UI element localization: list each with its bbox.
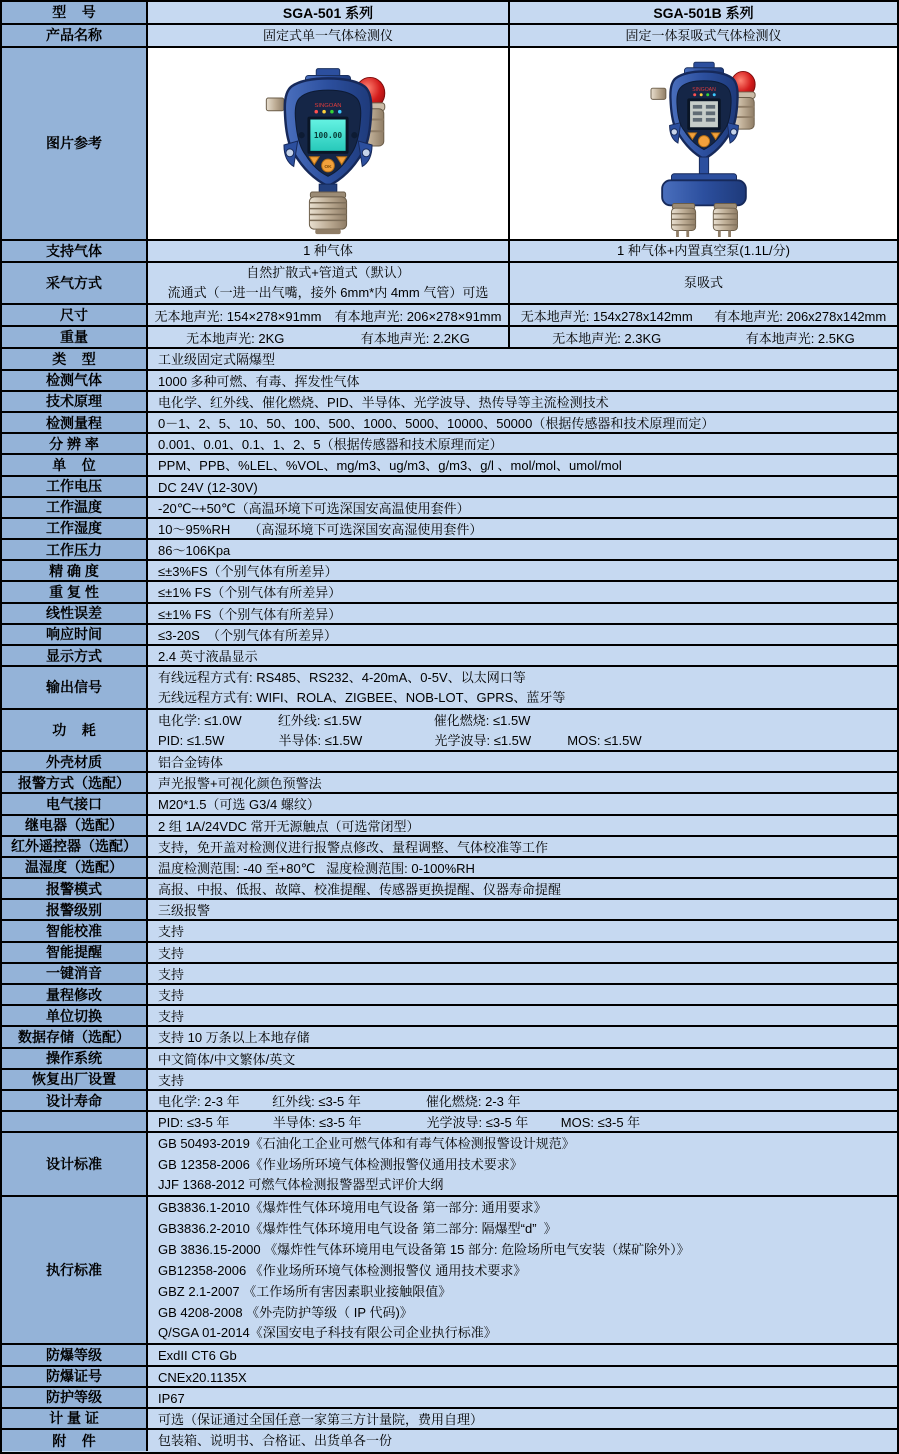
row-voltage [2,477,897,498]
row-label-model: 型 号 [2,2,148,23]
spec-label: 温湿度（选配） [2,858,148,877]
row-product-name [2,25,897,48]
spec-label: 精 确 度 [2,561,148,580]
sampling-1-line2: 流通式（一进一出气嘴，接外 6mm*内 4mm 气管）可选 [167,285,489,301]
spec-value: 支持 [158,1072,185,1088]
spec-label: 附 件 [2,1430,148,1451]
spec-value: ≤±3%FS（个别气体有所差异） [158,564,338,580]
product-name-1 [148,25,510,46]
device-image-sga501 [252,51,404,237]
spec-label: 响应时间 [2,625,148,644]
row-display [2,646,897,667]
row-technology [2,392,897,413]
device-brand-text: SINGOAN [314,102,342,109]
spec-label: 分 辨 率 [2,434,148,453]
spec-value: 2.4 英寸液晶显示 [158,649,258,665]
model-series-2 [510,2,897,23]
spec-value: 铝合金铸体 [158,754,224,770]
row-explosion-proof-cert [2,1367,897,1388]
spec-value: 支持 [158,988,185,1004]
spec-label: 类 型 [2,349,148,368]
spec-label: 工作湿度 [2,519,148,538]
row-alarm-method [2,773,897,794]
spec-label: 外壳材质 [2,752,148,771]
row-work-temperature [2,498,897,519]
spec-value: PID: ≤3-5 年 半导体: ≤3-5 年 光学波导: ≤3-5 年 MOS: ≤3-5 年 [158,1115,641,1131]
product-name-2 [510,25,897,46]
spec-label [2,1112,148,1131]
row-alarm-mode [2,879,897,900]
spec-label: 单 位 [2,455,148,474]
spec-label: 工作压力 [2,540,148,559]
row-design-life-1 [2,1091,897,1112]
spec-value: M20*1.5（可选 G3/4 螺纹） [158,797,320,813]
row-label-sampling: 采气方式 [2,263,148,303]
row-power-consumption [2,710,897,752]
row-supported-gas [2,241,897,263]
spec-value: 电化学、红外线、催化燃烧、PID、半导体、光学波导、热传导等主流检测技术 [158,394,609,410]
spec-value: 三级报警 [158,903,211,919]
spec-value: 1000 多种可燃、有毒、挥发性气体 [158,373,360,389]
spec-value: ≤±1% FS（个别气体有所差异） [158,606,342,622]
spec-label: 计 量 证 [2,1409,148,1428]
spec-value: 支持 [158,966,185,982]
size-1a: 无本地声光: 154×278×91mm [154,308,322,324]
spec-label: 显示方式 [2,646,148,665]
weight-1a: 无本地声光: 2KG [186,330,285,346]
gas-count-2: 1 种气体+内置真空泵(1.1L/分) [616,243,790,258]
row-operating-system [2,1049,897,1070]
row-execution-standards [2,1197,897,1345]
device-image-sga501b [631,51,777,237]
spec-label: 报警级别 [2,900,148,919]
spec-label: 继电器（选配） [2,816,148,835]
sampling-2: 泵吸式 [683,275,723,291]
spec-label: 执行标准 [2,1197,148,1343]
spec-label: 输出信号 [2,667,148,707]
spec-value: 有线远程方式有: RS485、RS232、4-20mA、0-5V、以太网口等 [158,670,526,686]
spec-label: 智能提醒 [2,943,148,962]
spec-label: 防爆证号 [2,1367,148,1386]
spec-value: GB12358-2006 《作业场所环境气体检测报警仪 通用技术要求》 [158,1262,527,1278]
spec-value: Q/SGA 01-2014《深国安电子科技有限公司企业执行标准》 [158,1325,497,1341]
row-resolution [2,434,897,455]
spec-label: 检测气体 [2,371,148,390]
row-range [2,413,897,434]
size-2b: 有本地声光: 206x278x142mm [714,308,887,324]
row-response-time [2,625,897,646]
spec-label: 防护等级 [2,1388,148,1407]
row-metrology-certificate [2,1409,897,1430]
product-name-2-text: 固定一体泵吸式气体检测仪 [625,27,782,43]
row-design-standards [2,1133,897,1197]
model-series-1 [148,2,510,23]
row-weight [2,327,897,349]
spec-label: 防爆等级 [2,1345,148,1364]
spec-value: 0.001、0.01、0.1、1、2、5（根据传感器和技术原理而定） [158,437,503,453]
spec-value: GB 3836.15-2000 《爆炸性气体环境用电气设备第 15 部分: 危险场所电气安装（煤矿除外）》 [158,1241,690,1257]
spec-value: 温度检测范围: -40 至+80℃ 湿度检测范围: 0-100%RH [158,860,475,876]
spec-label: 恢复出厂设置 [2,1070,148,1089]
spec-label: 单位切换 [2,1006,148,1025]
spec-value: 0－1、2、5、10、50、100、500、1000、5000、10000、50000（根据传感器和技术原理而定） [158,415,715,431]
row-output-signal [2,667,897,709]
row-explosion-proof-grade [2,1345,897,1366]
row-factory-reset [2,1070,897,1091]
row-dimensions [2,305,897,327]
row-work-humidity [2,519,897,540]
row-electrical-interface [2,794,897,815]
spec-label: 量程修改 [2,985,148,1004]
row-smart-reminder [2,943,897,964]
spec-value: 无线远程方式有: WIFI、ROLA、ZIGBEE、NOB-LOT、GPRS、蓝牙等 [158,690,566,706]
row-unit-switching [2,1006,897,1027]
spec-value: ≤±1% FS（个别气体有所差异） [158,585,342,601]
row-protection-grade [2,1388,897,1409]
device-image-cell-sga501 [148,48,510,239]
row-one-key-mute [2,964,897,985]
spec-value: 支持 10 万条以上本地存储 [158,1030,310,1046]
spec-value: 工业级固定式隔爆型 [158,352,276,368]
spec-value: GB3836.1-2010《爆炸性气体环境用电气设备 第一部分: 通用要求》 [158,1199,547,1215]
row-alarm-level [2,900,897,921]
row-accessories [2,1430,897,1451]
spec-value: 可选（保证通过全国任意一家第三方计量院，费用自理） [158,1411,484,1427]
gas-count-1: 1 种气体 [303,243,353,258]
spec-value: 高报、中报、低报、故障、校准提醒、传感器更换提醒、仪器寿命提醒 [158,882,562,898]
spec-value: DC 24V (12-30V) [158,479,258,495]
model-series-2-text: SGA-501B 系列 [653,4,754,21]
weight-2a: 无本地声光: 2.3KG [552,330,662,346]
row-units [2,455,897,476]
spec-value: 电化学: ≤1.0W 红外线: ≤1.5W 催化燃烧: ≤1.5W [158,712,531,728]
device-image-cell-sga501b [510,48,897,239]
spec-label: 一键消音 [2,964,148,983]
spec-value: IP67 [158,1390,185,1406]
spec-label: 电气接口 [2,794,148,813]
spec-value: GB 4208-2008 《外壳防护等级（ IP 代码)》 [158,1304,413,1320]
spec-value: 支持，免开盖对检测仪进行报警点修改、量程调整、气体校准等工作 [158,839,549,855]
device-screen-reading: 100.00 [313,130,343,140]
row-label-gas: 支持气体 [2,241,148,261]
spec-value: GBZ 2.1-2007 《工作场所有害因素职业接触限值》 [158,1283,452,1299]
spec-label: 设计寿命 [2,1091,148,1110]
spec-label: 报警模式 [2,879,148,898]
row-sampling-method [2,263,897,305]
spec-value: PPM、PPB、%LEL、%VOL、mg/m3、ug/m3、g/m3、g/l 、mol/mol、umol/mol [158,458,622,474]
spec-value: 86～106Kpa [158,543,231,559]
spec-label: 技术原理 [2,392,148,411]
row-ir-remote [2,837,897,858]
weight-2b: 有本地声光: 2.5KG [745,330,855,346]
spec-value: 声光报警+可视化颜色预警法 [158,776,322,792]
row-temp-humidity-option [2,858,897,879]
row-label-product: 产品名称 [2,25,148,46]
weight-1b: 有本地声光: 2.2KG [360,330,470,346]
spec-value: 支持 [158,924,185,940]
device-ok-button-label: OK [324,164,332,170]
row-label-image: 图片参考 [2,48,148,239]
spec-label: 智能校准 [2,921,148,940]
spec-label: 检测量程 [2,413,148,432]
row-smart-calibration [2,921,897,942]
product-name-1-text: 固定式单一气体检测仪 [262,27,393,43]
row-accuracy [2,561,897,582]
spec-label: 红外遥控器（选配） [2,837,148,856]
row-type [2,349,897,370]
spec-label: 功 耗 [2,710,148,750]
spec-label: 线性误差 [2,604,148,623]
row-label-size: 尺寸 [2,305,148,325]
spec-label: 重 复 性 [2,582,148,601]
device-brand-text: SINGOAN [691,86,716,93]
spec-value: GB 50493-2019《石油化工企业可燃气体和有毒气体检测报警设计规范》 [158,1136,575,1152]
spec-label: 工作温度 [2,498,148,517]
model-series-1-text: SGA-501 系列 [282,4,374,21]
spec-label: 工作电压 [2,477,148,496]
row-design-life-2 [2,1112,897,1133]
spec-value: 10～95%RH （高湿环境下可选深国安高湿使用套件） [158,521,483,537]
spec-label: 操作系统 [2,1049,148,1068]
spec-value: 2 组 1A/24VDC 常开无源触点（可选常闭型） [158,818,420,834]
spec-label: 数据存储（选配） [2,1027,148,1046]
spec-value: CNEx20.1135X [158,1369,247,1385]
spec-value: ExdII CT6 Gb [158,1348,237,1364]
spec-value: 电化学: 2-3 年 红外线: ≤3-5 年 催化燃烧: 2-3 年 [158,1093,521,1109]
spec-value: 支持 [158,945,185,961]
spec-value: ≤3-20S （个别气体有所差异） [158,627,338,643]
row-work-pressure [2,540,897,561]
spec-value: GB3836.2-2010《爆炸性气体环境用电气设备 第二部分: 隔爆型“d” 》 [158,1220,557,1236]
spec-value: GB 12358-2006《作业场所环境气体检测报警仪通用技术要求》 [158,1156,523,1172]
sampling-1-line1: 自然扩散式+管道式（默认） [246,265,410,281]
row-housing-material [2,752,897,773]
row-detected-gases [2,371,897,392]
spec-value: PID: ≤1.5W 半导体: ≤1.5W 光学波导: ≤1.5W MOS: ≤1.5W [158,732,642,748]
row-repeatability [2,582,897,603]
spec-label: 报警方式（选配） [2,773,148,792]
spec-label: 设计标准 [2,1133,148,1195]
spec-value: -20℃~+50℃（高温环境下可选深国安高温使用套件） [158,500,470,516]
size-1b: 有本地声光: 206×278×91mm [334,308,502,324]
row-linearity-error [2,604,897,625]
row-model [2,2,897,25]
row-label-weight: 重量 [2,327,148,347]
row-data-storage [2,1027,897,1048]
size-2a: 无本地声光: 154x278x142mm [520,308,693,324]
spec-value: 支持 [158,1009,185,1025]
row-relay [2,816,897,837]
spec-value: JJF 1368-2012 可燃气体检测报警器型式评价大纲 [158,1177,444,1193]
row-image-reference [2,48,897,241]
row-range-modification [2,985,897,1006]
spec-value: 包装箱、说明书、合格证、出货单各一份 [158,1433,393,1449]
spec-value: 中文简体/中文繁体/英文 [158,1051,296,1067]
